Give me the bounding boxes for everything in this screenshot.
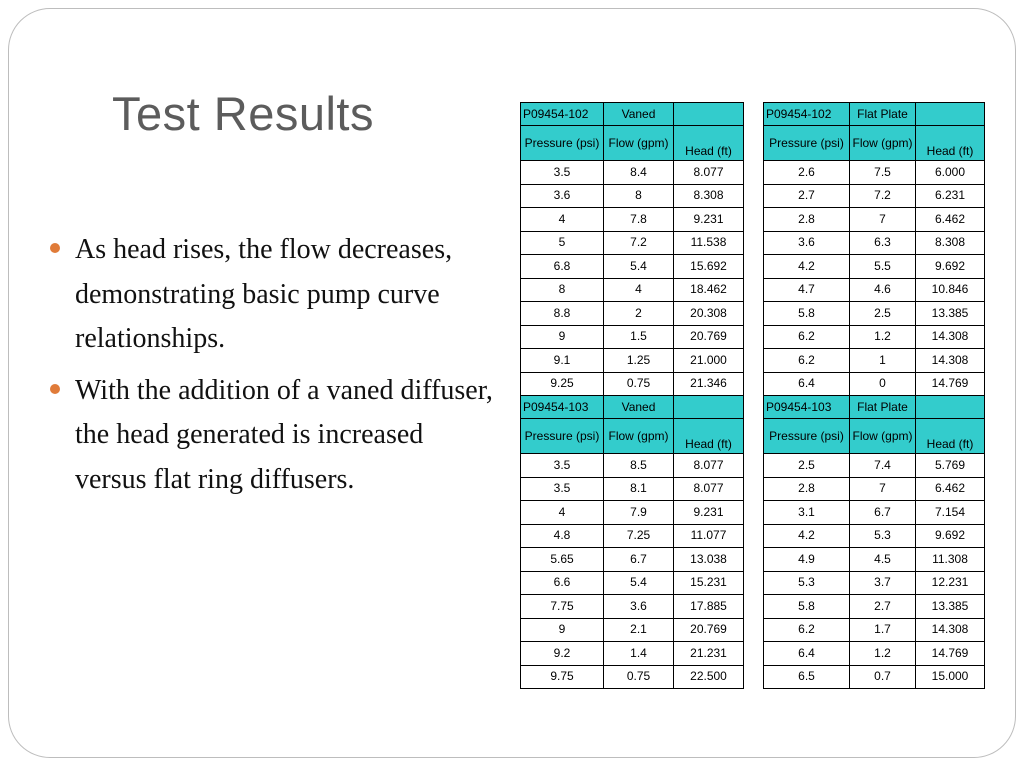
head-cell: 8.077 <box>674 454 744 478</box>
bullet-text: As head rises, the flow decreases, demonstrating basic pump curve relationships. <box>75 234 453 354</box>
pressure-cell: 3.6 <box>764 231 850 255</box>
pressure-cell: 2.5 <box>764 454 850 478</box>
table-row <box>764 255 985 279</box>
head-cell: 20.769 <box>674 618 744 642</box>
flow-cell: 7.5 <box>850 161 916 185</box>
bullet-item <box>50 228 500 362</box>
flow-cell: 7.9 <box>604 501 674 525</box>
head-cell: 13.038 <box>674 548 744 572</box>
pressure-cell: 5 <box>521 231 604 255</box>
table-header-row <box>764 126 985 161</box>
table-row <box>764 325 985 349</box>
table-row <box>521 571 744 595</box>
table-row <box>764 524 985 548</box>
flow-cell: 3.7 <box>850 571 916 595</box>
pressure-cell: 3.5 <box>521 161 604 185</box>
head-cell: 14.769 <box>916 642 985 666</box>
diffuser-type-cell: Vaned <box>604 396 674 419</box>
table-header-row <box>521 419 744 454</box>
pressure-cell: 2.7 <box>764 184 850 208</box>
table-row <box>764 501 985 525</box>
pressure-cell: 9 <box>521 325 604 349</box>
flow-cell: 8.1 <box>604 477 674 501</box>
flow-cell: 7.2 <box>850 184 916 208</box>
pressure-cell: 8.8 <box>521 302 604 326</box>
table-row <box>764 161 985 185</box>
pressure-column-header: Pressure (psi) <box>521 126 604 161</box>
head-cell: 9.231 <box>674 208 744 232</box>
table-row <box>764 278 985 302</box>
pressure-cell: 4.2 <box>764 524 850 548</box>
test-id-cell: P09454-103 <box>521 396 604 419</box>
table-id-row <box>521 103 744 126</box>
head-cell: 12.231 <box>916 571 985 595</box>
pressure-cell: 3.6 <box>521 184 604 208</box>
head-cell: 14.308 <box>916 618 985 642</box>
head-cell: 6.231 <box>916 184 985 208</box>
head-cell: 9.692 <box>916 255 985 279</box>
head-cell: 6.000 <box>916 161 985 185</box>
flow-cell: 4.5 <box>850 548 916 572</box>
flow-cell: 8.4 <box>604 161 674 185</box>
head-cell: 21.000 <box>674 349 744 373</box>
test-id-cell: P09454-102 <box>521 103 604 126</box>
flow-cell: 5.4 <box>604 571 674 595</box>
pressure-cell: 5.8 <box>764 302 850 326</box>
flow-column-header: Flow (gpm) <box>604 419 674 454</box>
table-row <box>764 477 985 501</box>
flow-cell: 7.8 <box>604 208 674 232</box>
head-cell: 8.308 <box>674 184 744 208</box>
table-row <box>521 349 744 373</box>
table-row <box>764 618 985 642</box>
pressure-cell: 9.1 <box>521 349 604 373</box>
head-cell: 21.231 <box>674 642 744 666</box>
flow-cell: 1 <box>850 349 916 373</box>
flow-cell: 1.2 <box>850 642 916 666</box>
pressure-cell: 2.8 <box>764 477 850 501</box>
flow-cell: 2.1 <box>604 618 674 642</box>
flow-cell: 3.6 <box>604 595 674 619</box>
pressure-cell: 6.4 <box>764 372 850 396</box>
pressure-cell: 6.6 <box>521 571 604 595</box>
flow-cell: 7.4 <box>850 454 916 478</box>
head-cell: 20.769 <box>674 325 744 349</box>
table-row <box>521 302 744 326</box>
table-row <box>521 161 744 185</box>
pressure-cell: 6.2 <box>764 349 850 373</box>
table-row <box>521 372 744 396</box>
flow-cell: 2 <box>604 302 674 326</box>
head-cell: 15.000 <box>916 665 985 689</box>
test-id-cell: P09454-103 <box>764 396 850 419</box>
head-cell: 11.538 <box>674 231 744 255</box>
pressure-cell: 6.4 <box>764 642 850 666</box>
head-cell: 8.077 <box>674 161 744 185</box>
table-row <box>764 302 985 326</box>
flow-cell: 7 <box>850 208 916 232</box>
table-row <box>764 231 985 255</box>
pressure-cell: 4.7 <box>764 278 850 302</box>
flow-cell: 6.7 <box>850 501 916 525</box>
head-cell: 15.692 <box>674 255 744 279</box>
bullet-text: With the addition of a vaned diffuser, the head generated is increased versus flat ring diffusers. <box>75 374 493 495</box>
flat-plate-results-table <box>763 102 985 689</box>
head-cell: 6.462 <box>916 208 985 232</box>
vaned-results-table <box>520 102 744 689</box>
flow-cell: 1.7 <box>850 618 916 642</box>
table-id-row <box>764 103 985 126</box>
pressure-cell: 2.6 <box>764 161 850 185</box>
pressure-cell: 2.8 <box>764 208 850 232</box>
table-header-row <box>764 419 985 454</box>
empty-header-cell <box>674 396 744 419</box>
empty-header-cell <box>916 103 985 126</box>
bullet-dot-icon <box>50 384 60 394</box>
flow-cell: 1.2 <box>850 325 916 349</box>
flow-cell: 1.4 <box>604 642 674 666</box>
bullet-item <box>50 369 500 503</box>
diffuser-type-cell: Flat Plate <box>850 103 916 126</box>
pressure-cell: 7.75 <box>521 595 604 619</box>
pressure-column-header: Pressure (psi) <box>521 419 604 454</box>
head-cell: 14.769 <box>916 372 985 396</box>
pressure-cell: 4 <box>521 208 604 232</box>
flow-cell: 2.5 <box>850 302 916 326</box>
flow-column-header: Flow (gpm) <box>850 126 916 161</box>
head-cell: 14.308 <box>916 325 985 349</box>
pressure-cell: 6.2 <box>764 325 850 349</box>
head-column-header: Head (ft) <box>674 126 744 161</box>
pressure-cell: 6.8 <box>521 255 604 279</box>
head-cell: 8.077 <box>674 477 744 501</box>
diffuser-type-cell: Vaned <box>604 103 674 126</box>
head-cell: 17.885 <box>674 595 744 619</box>
flow-column-header: Flow (gpm) <box>604 126 674 161</box>
empty-header-cell <box>916 396 985 419</box>
pressure-cell: 4 <box>521 501 604 525</box>
head-cell: 13.385 <box>916 595 985 619</box>
flow-cell: 7.25 <box>604 524 674 548</box>
pressure-cell: 5.65 <box>521 548 604 572</box>
table-row <box>764 571 985 595</box>
pressure-cell: 3.5 <box>521 477 604 501</box>
table-row <box>521 501 744 525</box>
flow-cell: 5.3 <box>850 524 916 548</box>
head-column-header: Head (ft) <box>916 419 985 454</box>
flow-cell: 1.5 <box>604 325 674 349</box>
pressure-cell: 4.8 <box>521 524 604 548</box>
flow-cell: 8.5 <box>604 454 674 478</box>
flow-cell: 6.3 <box>850 231 916 255</box>
head-column-header: Head (ft) <box>916 126 985 161</box>
pressure-column-header: Pressure (psi) <box>764 126 850 161</box>
table-row <box>521 548 744 572</box>
head-cell: 6.462 <box>916 477 985 501</box>
head-cell: 5.769 <box>916 454 985 478</box>
table-row <box>521 642 744 666</box>
flow-cell: 5.5 <box>850 255 916 279</box>
pressure-cell: 6.2 <box>764 618 850 642</box>
flow-cell: 1.25 <box>604 349 674 373</box>
head-cell: 10.846 <box>916 278 985 302</box>
flow-cell: 0.7 <box>850 665 916 689</box>
flow-cell: 2.7 <box>850 595 916 619</box>
flow-cell: 7 <box>850 477 916 501</box>
head-cell: 14.308 <box>916 349 985 373</box>
pressure-cell: 9 <box>521 618 604 642</box>
table-row <box>764 642 985 666</box>
head-cell: 11.077 <box>674 524 744 548</box>
head-cell: 9.692 <box>916 524 985 548</box>
pressure-cell: 4.2 <box>764 255 850 279</box>
head-cell: 11.308 <box>916 548 985 572</box>
table-row <box>521 665 744 689</box>
slide-title: Test Results <box>112 87 374 140</box>
pressure-cell: 9.75 <box>521 665 604 689</box>
diffuser-type-cell: Flat Plate <box>850 396 916 419</box>
table-row <box>764 665 985 689</box>
bullet-dot-icon <box>50 243 60 253</box>
flow-cell: 0 <box>850 372 916 396</box>
flow-cell: 8 <box>604 184 674 208</box>
table-id-row <box>764 396 985 419</box>
table-row <box>764 208 985 232</box>
table-row <box>521 618 744 642</box>
table-row <box>521 595 744 619</box>
pressure-cell: 3.5 <box>521 454 604 478</box>
pressure-cell: 8 <box>521 278 604 302</box>
table-row <box>521 454 744 478</box>
flow-cell: 0.75 <box>604 665 674 689</box>
pressure-cell: 5.8 <box>764 595 850 619</box>
table-row <box>764 454 985 478</box>
table-row <box>764 184 985 208</box>
pressure-cell: 5.3 <box>764 571 850 595</box>
pressure-cell: 9.2 <box>521 642 604 666</box>
pressure-column-header: Pressure (psi) <box>764 419 850 454</box>
table-row <box>521 184 744 208</box>
flow-cell: 7.2 <box>604 231 674 255</box>
pressure-cell: 4.9 <box>764 548 850 572</box>
table-row <box>764 349 985 373</box>
test-id-cell: P09454-102 <box>764 103 850 126</box>
table-row <box>764 372 985 396</box>
head-cell: 22.500 <box>674 665 744 689</box>
head-cell: 7.154 <box>916 501 985 525</box>
empty-header-cell <box>674 103 744 126</box>
table-row <box>521 477 744 501</box>
table-row <box>521 231 744 255</box>
flow-cell: 4 <box>604 278 674 302</box>
table-row <box>764 595 985 619</box>
flow-column-header: Flow (gpm) <box>850 419 916 454</box>
head-cell: 18.462 <box>674 278 744 302</box>
table-row <box>521 325 744 349</box>
table-row <box>521 278 744 302</box>
flow-cell: 5.4 <box>604 255 674 279</box>
table-row <box>764 548 985 572</box>
flow-cell: 4.6 <box>850 278 916 302</box>
pressure-cell: 6.5 <box>764 665 850 689</box>
table-row <box>521 208 744 232</box>
pressure-cell: 3.1 <box>764 501 850 525</box>
bullet-list <box>50 228 500 509</box>
table-id-row <box>521 396 744 419</box>
flow-cell: 6.7 <box>604 548 674 572</box>
head-cell: 21.346 <box>674 372 744 396</box>
head-cell: 9.231 <box>674 501 744 525</box>
head-cell: 20.308 <box>674 302 744 326</box>
pressure-cell: 9.25 <box>521 372 604 396</box>
head-cell: 15.231 <box>674 571 744 595</box>
flow-cell: 0.75 <box>604 372 674 396</box>
table-row <box>521 255 744 279</box>
head-cell: 13.385 <box>916 302 985 326</box>
head-column-header: Head (ft) <box>674 419 744 454</box>
table-header-row <box>521 126 744 161</box>
table-row <box>521 524 744 548</box>
head-cell: 8.308 <box>916 231 985 255</box>
